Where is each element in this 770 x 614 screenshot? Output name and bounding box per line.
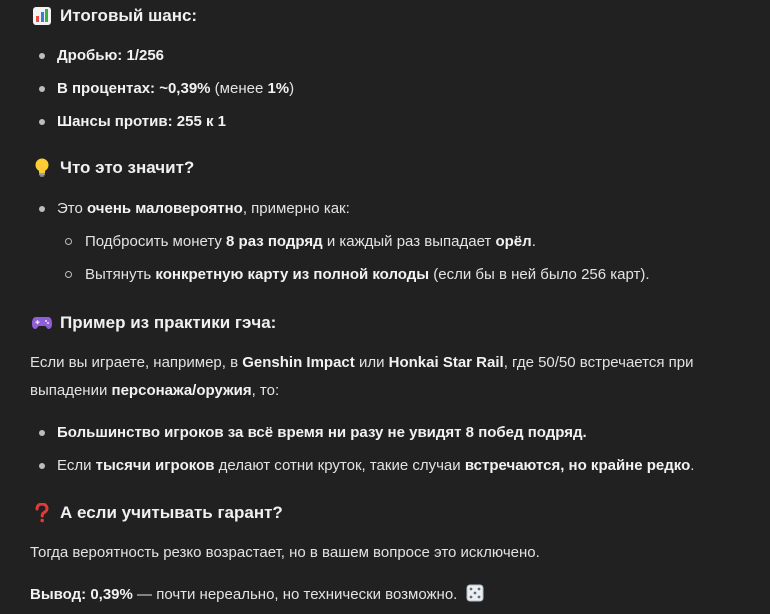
section-meaning-title: Что это значит? [60, 158, 195, 177]
meaning-item: Это очень маловероятно, примерно как: [57, 200, 350, 217]
bullet-dot [39, 119, 45, 125]
section-meaning-heading [32, 154, 770, 182]
section-meaning [32, 154, 770, 182]
bullet-dot [39, 53, 45, 59]
section-guarantee-heading [32, 499, 770, 527]
section-guarantee [32, 499, 770, 527]
meaning-sub-coin: Подбросить монету 8 раз подряд и каждый раз выпадает орёл. [85, 233, 536, 250]
sub-bullet-circle [65, 238, 72, 245]
conclusion-line: Вывод: 0,39% — почти нереально, но технически возможно. [30, 584, 484, 609]
question-mark-icon [32, 503, 52, 523]
bullet-dot [39, 86, 45, 92]
bar-chart-icon [32, 6, 52, 26]
gacha-paragraph-line-1: Если вы играете, например, в Genshin Impact или Honkai Star Rail, где 50/50 встречается при [30, 354, 694, 371]
section-result-heading [32, 2, 770, 30]
gacha-paragraph-line-2: выпадении персонажа/оружия, то: [30, 382, 280, 399]
bullet-dot [39, 463, 45, 469]
sub-bullet-circle [65, 271, 72, 278]
section-gacha [32, 309, 770, 337]
result-fraction: Дробью: 1/256 [57, 47, 165, 64]
section-gacha-heading [32, 309, 770, 337]
gacha-item-majority: Большинство игроков за всё время ни разу не увидят 8 побед подряд. [57, 424, 587, 441]
bullet-dot [39, 206, 45, 212]
bullet-dot [39, 430, 45, 436]
dice-icon [466, 584, 484, 609]
meaning-sub-card: Вытянуть конкретную карту из полной колоды (если бы в ней было 256 карт). [85, 266, 650, 283]
gacha-item-thousands: Если тысячи игроков делают сотни круток, такие случаи встречаются, но крайне редко. [57, 457, 695, 474]
guarantee-paragraph: Тогда вероятность резко возрастает, но в вашем вопросе это исключено. [30, 544, 540, 561]
result-percent: В процентах: ~0,39% (менее 1%) [57, 80, 295, 97]
section-guarantee-title: А если учитывать гарант? [60, 503, 283, 522]
result-odds: Шансы против: 255 к 1 [57, 113, 226, 130]
light-bulb-icon [32, 158, 52, 178]
gamepad-icon [32, 313, 52, 333]
section-result-title: Итоговый шанс: [60, 6, 198, 25]
section-result [32, 2, 770, 30]
section-gacha-title: Пример из практики гэча: [60, 313, 277, 332]
